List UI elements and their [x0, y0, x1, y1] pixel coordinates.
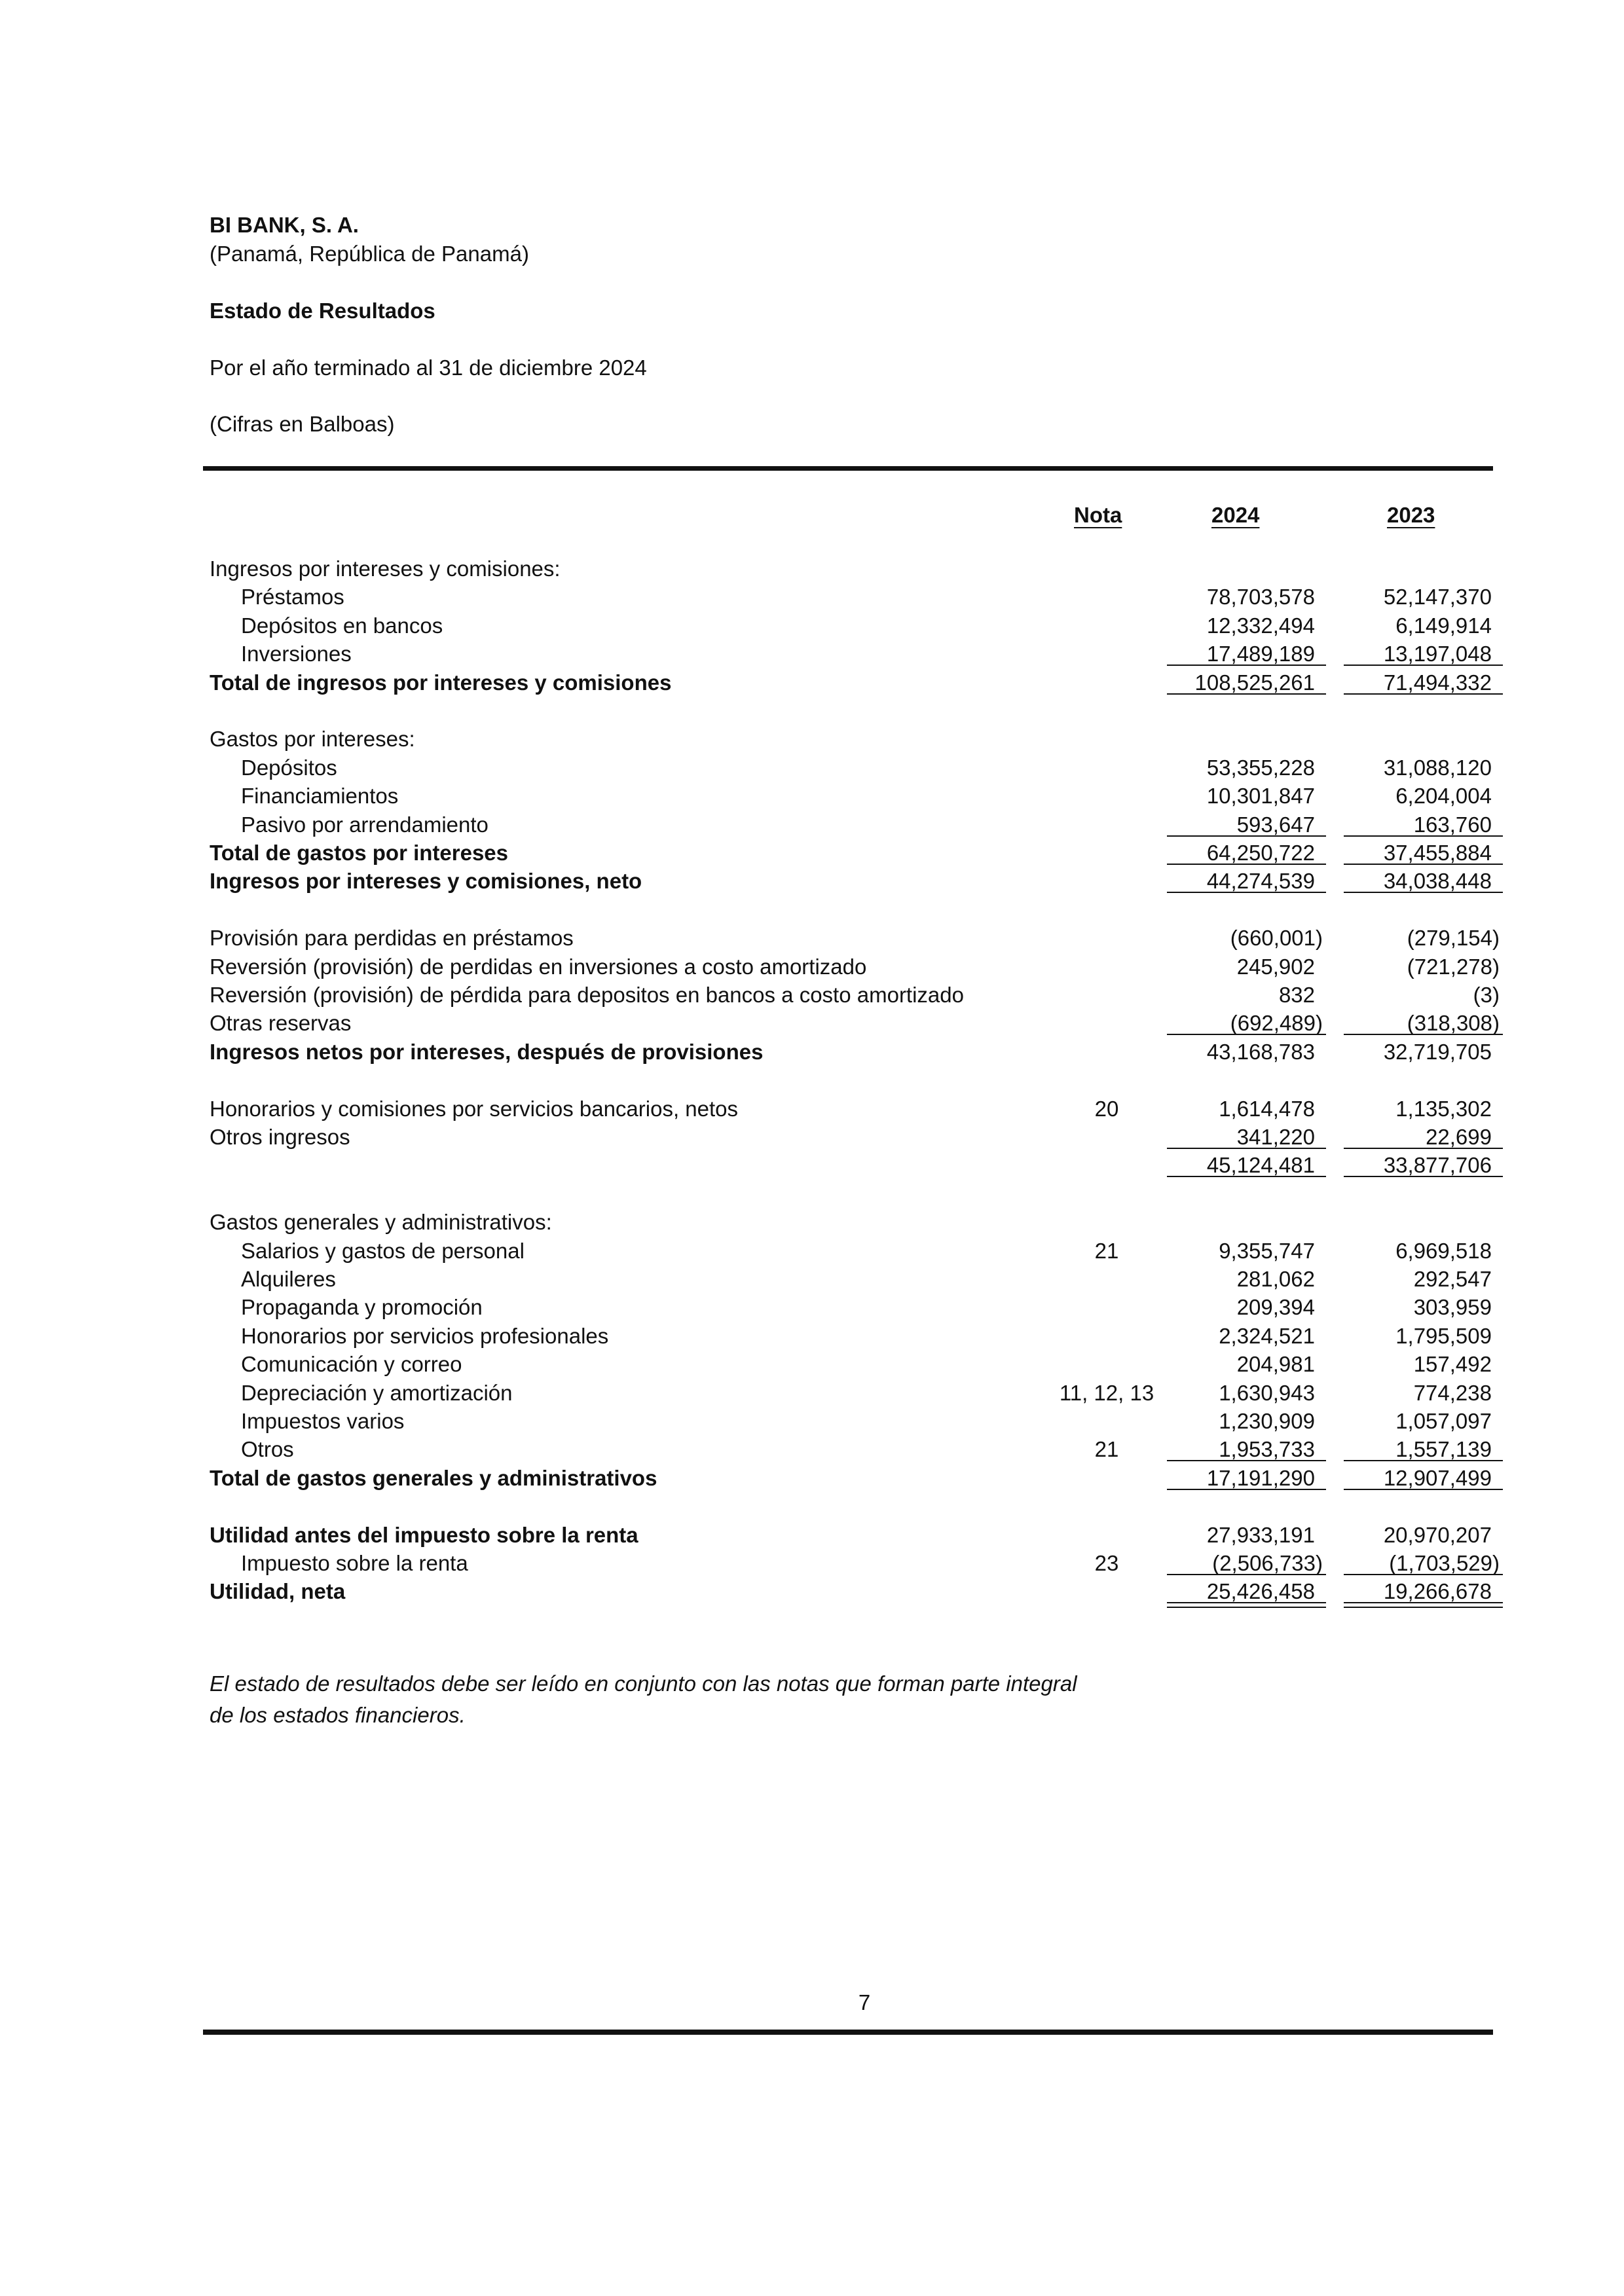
- underline-2023: [1344, 1489, 1503, 1490]
- value-2024: 78,703,578: [1206, 585, 1315, 610]
- row-label: Gastos generales y administrativos:: [210, 1210, 552, 1235]
- underline-2024: [1167, 1176, 1326, 1177]
- row-label: Inversiones: [241, 642, 352, 666]
- value-2023: 52,147,370: [1383, 585, 1492, 610]
- value-2023: 1,557,139: [1395, 1437, 1492, 1462]
- value-2024: 245,902: [1236, 954, 1315, 979]
- value-2023: 31,088,120: [1383, 755, 1492, 780]
- row-label: Depreciación y amortización: [241, 1380, 513, 1405]
- value-2023: 19,266,678: [1383, 1579, 1492, 1604]
- row-label: Honorarios y comisiones por servicios bancarios, netos: [210, 1096, 739, 1121]
- value-2024: 17,489,189: [1206, 642, 1315, 666]
- value-2023: 22,699: [1426, 1125, 1492, 1149]
- row-label: Préstamos: [241, 585, 344, 610]
- underline-2024: [1167, 693, 1326, 695]
- table-row: [0, 1350, 1624, 1379]
- value-2023: (279,154): [1407, 926, 1500, 951]
- value-2024: 1,630,943: [1219, 1380, 1315, 1405]
- value-2024: 44,274,539: [1206, 869, 1315, 894]
- value-2023: 303,959: [1413, 1295, 1492, 1320]
- underline-2023: [1344, 864, 1503, 865]
- company-name: BI BANK, S. A.: [210, 213, 359, 237]
- value-2023: 157,492: [1413, 1352, 1492, 1377]
- value-2024: 593,647: [1236, 812, 1315, 837]
- underline-2023: [1344, 1602, 1503, 1608]
- row-note: 23: [1094, 1551, 1119, 1575]
- row-label: Utilidad antes del impuesto sobre la renta: [210, 1522, 638, 1547]
- row-label: Ingresos netos por intereses, después de provisiones: [210, 1039, 764, 1064]
- row-label: Utilidad, neta: [210, 1579, 346, 1604]
- table-row: [0, 1265, 1624, 1294]
- value-2024: 281,062: [1236, 1267, 1315, 1291]
- value-2024: 27,933,191: [1206, 1522, 1315, 1547]
- underline-2024: [1167, 892, 1326, 893]
- underline-2024: [1167, 1489, 1326, 1490]
- table-row: [0, 1322, 1624, 1351]
- value-2023: 12,907,499: [1383, 1465, 1492, 1490]
- underline-2023: [1344, 1034, 1503, 1035]
- underline-2024: [1167, 1574, 1326, 1575]
- row-label: Ingresos por intereses y comisiones:: [210, 556, 561, 581]
- value-2024: 204,981: [1236, 1352, 1315, 1377]
- row-label: Reversión (provisión) de pérdida para depositos en bancos a costo amortizado: [210, 983, 964, 1007]
- row-label: Otros: [241, 1437, 294, 1462]
- value-2023: 20,970,207: [1383, 1522, 1492, 1547]
- value-2024: 25,426,458: [1206, 1579, 1315, 1604]
- value-2024: (660,001): [1230, 926, 1323, 951]
- footnote-line-2: de los estados financieros.: [210, 1703, 466, 1727]
- underline-2023: [1344, 1148, 1503, 1149]
- row-label: Salarios y gastos de personal: [241, 1238, 525, 1263]
- value-2024: 1,230,909: [1219, 1409, 1315, 1433]
- table-row: [0, 924, 1624, 953]
- row-label: Total de ingresos por intereses y comisiones: [210, 670, 672, 695]
- underline-2023: [1344, 1460, 1503, 1461]
- value-2023: 71,494,332: [1383, 670, 1492, 695]
- value-2024: 108,525,261: [1194, 670, 1315, 695]
- row-label: Impuesto sobre la renta: [241, 1551, 468, 1575]
- value-2024: 45,124,481: [1206, 1153, 1315, 1178]
- value-2023: (3): [1473, 983, 1500, 1007]
- table-row: [0, 754, 1624, 782]
- value-2023: 292,547: [1413, 1267, 1492, 1291]
- row-label: Financiamientos: [241, 784, 399, 809]
- value-2024: 832: [1278, 983, 1315, 1007]
- table-row: [0, 953, 1624, 981]
- table-row: [0, 1379, 1624, 1408]
- value-2024: (2,506,733): [1212, 1551, 1323, 1575]
- footnote: [210, 1668, 1192, 1731]
- underline-2024: [1167, 1602, 1326, 1608]
- currency-note: (Cifras en Balboas): [210, 412, 395, 436]
- underline-2023: [1344, 835, 1503, 837]
- value-2023: 6,204,004: [1395, 784, 1492, 809]
- value-2023: 1,135,302: [1395, 1096, 1492, 1121]
- value-2024: 17,191,290: [1206, 1465, 1315, 1490]
- table-row: [0, 782, 1624, 811]
- table-row: [0, 725, 1624, 754]
- value-2024: 10,301,847: [1206, 784, 1315, 809]
- value-2024: 341,220: [1236, 1125, 1315, 1149]
- row-label: Alquileres: [241, 1267, 336, 1291]
- table-row: [0, 1038, 1624, 1066]
- row-label: Honorarios por servicios profesionales: [241, 1323, 609, 1348]
- value-2023: 34,038,448: [1383, 869, 1492, 894]
- value-2023: (318,308): [1407, 1011, 1500, 1036]
- row-label: Otras reservas: [210, 1011, 352, 1036]
- row-label: Comunicación y correo: [241, 1352, 462, 1377]
- table-row: [0, 981, 1624, 1010]
- table-row: [0, 583, 1624, 611]
- row-label: Reversión (provisión) de perdidas en inversiones a costo amortizado: [210, 954, 867, 979]
- value-2023: 6,969,518: [1395, 1238, 1492, 1263]
- table-row: [0, 1407, 1624, 1436]
- statement-period: Por el año terminado al 31 de diciembre 2024: [210, 355, 647, 380]
- row-note: 21: [1094, 1238, 1119, 1263]
- row-label: Propaganda y promoción: [241, 1295, 483, 1320]
- statement-title: Estado de Resultados: [210, 299, 435, 323]
- underline-2023: [1344, 665, 1503, 666]
- table-row: [0, 1521, 1624, 1550]
- row-note: 11, 12, 13: [1059, 1380, 1154, 1405]
- row-label: Pasivo por arrendamiento: [241, 812, 489, 837]
- row-label: Impuestos varios: [241, 1409, 405, 1433]
- underline-2024: [1167, 835, 1326, 837]
- value-2023: 1,795,509: [1395, 1323, 1492, 1348]
- underline-2023: [1344, 1176, 1503, 1177]
- row-label: Otros ingresos: [210, 1125, 350, 1149]
- value-2023: 774,238: [1413, 1380, 1492, 1405]
- value-2023: 37,455,884: [1383, 841, 1492, 865]
- value-2023: 1,057,097: [1395, 1409, 1492, 1433]
- company-location: (Panamá, República de Panamá): [210, 242, 529, 266]
- footnote-line-1: El estado de resultados debe ser leído en conjunto con las notas que forman parte integral: [210, 1671, 1077, 1696]
- value-2024: 64,250,722: [1206, 841, 1315, 865]
- row-label: Ingresos por intereses y comisiones, neto: [210, 869, 642, 894]
- value-2024: 53,355,228: [1206, 755, 1315, 780]
- row-note: 20: [1094, 1096, 1119, 1121]
- value-2023: 13,197,048: [1383, 642, 1492, 666]
- value-2023: 33,877,706: [1383, 1153, 1492, 1178]
- row-label: Total de gastos por intereses: [210, 841, 509, 865]
- value-2024: 2,324,521: [1219, 1323, 1315, 1348]
- value-2024: 209,394: [1236, 1295, 1315, 1320]
- row-label: Provisión para perdidas en préstamos: [210, 926, 574, 951]
- column-header-2023: 2023: [1387, 503, 1435, 527]
- row-label: Total de gastos generales y administrativos: [210, 1465, 657, 1490]
- row-label: Depósitos en bancos: [241, 613, 443, 638]
- underline-2024: [1167, 864, 1326, 865]
- value-2023: 6,149,914: [1395, 613, 1492, 638]
- column-header-2024: 2024: [1211, 503, 1260, 527]
- table-row: [0, 1293, 1624, 1322]
- value-2024: 43,168,783: [1206, 1039, 1315, 1064]
- row-note: 21: [1094, 1437, 1119, 1462]
- value-2023: (1,703,529): [1389, 1551, 1500, 1575]
- value-2024: 1,953,733: [1219, 1437, 1315, 1462]
- table-row: [0, 1095, 1624, 1123]
- underline-2024: [1167, 1460, 1326, 1461]
- row-label: Depósitos: [241, 755, 337, 780]
- underline-2023: [1344, 892, 1503, 893]
- bottom-rule: [203, 2030, 1493, 2035]
- value-2024: 1,614,478: [1219, 1096, 1315, 1121]
- table-row: [0, 555, 1624, 583]
- underline-2024: [1167, 1034, 1326, 1035]
- value-2024: (692,489): [1230, 1011, 1323, 1036]
- table-row: [0, 611, 1624, 640]
- value-2023: 32,719,705: [1383, 1039, 1492, 1064]
- value-2023: (721,278): [1407, 954, 1500, 979]
- value-2024: 12,332,494: [1206, 613, 1315, 638]
- underline-2024: [1167, 1148, 1326, 1149]
- underline-2023: [1344, 1574, 1503, 1575]
- row-label: Gastos por intereses:: [210, 727, 415, 752]
- page-number: 7: [858, 1990, 871, 2014]
- table-row: [0, 1208, 1624, 1237]
- column-header-note: Nota: [1074, 503, 1122, 527]
- table-row: [0, 1237, 1624, 1266]
- underline-2024: [1167, 665, 1326, 666]
- value-2024: 9,355,747: [1219, 1238, 1315, 1263]
- value-2023: 163,760: [1413, 812, 1492, 837]
- underline-2023: [1344, 693, 1503, 695]
